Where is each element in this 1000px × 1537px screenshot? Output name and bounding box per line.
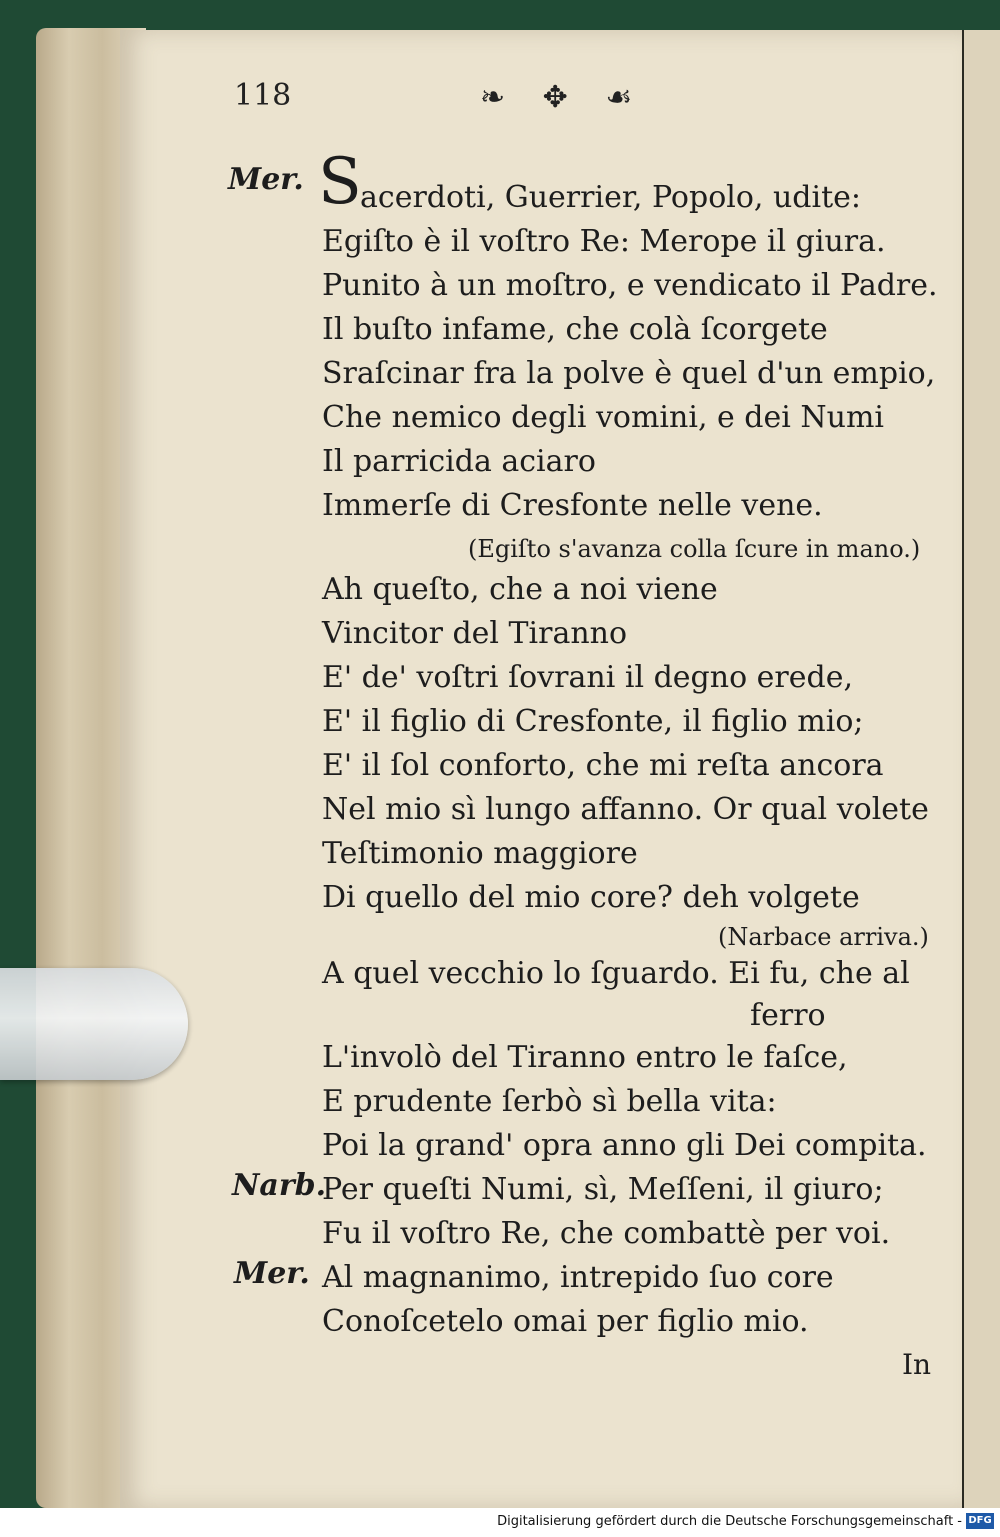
verse-line: Poi la grand' opra anno gli Dei compita. bbox=[322, 1128, 927, 1163]
verse-line: Al magnanimo, intrepido ſuo core bbox=[322, 1260, 834, 1295]
verse-line: Egiſto è il voſtro Re: Merope il giura. bbox=[322, 224, 886, 259]
catchword: In bbox=[902, 1348, 932, 1381]
verse-line: A quel vecchio lo ſguardo. Ei fu, che al bbox=[322, 956, 910, 991]
verse-line: Il buſto infame, che colà ſcorgete bbox=[322, 312, 828, 347]
page-number: 118 bbox=[234, 78, 292, 113]
verse-line: E' il figlio di Cresfonte, il figlio mio; bbox=[322, 704, 864, 739]
verse-line: E' il ſol conforto, che mi reſta ancora bbox=[322, 748, 884, 783]
verse-line: Per queſti Numi, sì, Meſſeni, il giuro; bbox=[322, 1172, 884, 1207]
verse-line: Immerſe di Cresfonte nelle vene. bbox=[322, 488, 823, 523]
speaker-merope: Mer. bbox=[234, 1256, 310, 1291]
verse-line: Conoſcetelo omai per figlio mio. bbox=[322, 1304, 809, 1339]
verse-line: Punito à un moſtro, e vendicato il Padre. bbox=[322, 268, 938, 303]
verse-line: Nel mio sì lungo affanno. Or qual volete bbox=[322, 792, 929, 827]
facing-page-edge bbox=[962, 30, 1000, 1508]
speaker-narbace: Narb. bbox=[232, 1168, 327, 1203]
verse-line: E' de' voſtri ſovrani il degno erede, bbox=[322, 660, 854, 695]
verse-line: Ah queſto, che a noi viene bbox=[322, 572, 718, 607]
verse-line: Vincitor del Tiranno bbox=[322, 616, 628, 651]
verse-line: Fu il voſtro Re, che combattè per voi. bbox=[322, 1216, 891, 1251]
header-ornament: ❧ ✥ ☙ bbox=[480, 80, 647, 115]
verse-line-continuation: ferro bbox=[750, 998, 826, 1033]
dfg-logo: DFG bbox=[966, 1513, 994, 1529]
verse-line: Teſtimonio maggiore bbox=[322, 836, 638, 871]
footer-credit: Digitalisierung gefördert durch die Deutsche Forschungsgemeinschaft - bbox=[497, 1514, 962, 1529]
verse-line: Il parricida aciaro bbox=[322, 444, 596, 479]
verse-line: L'involò del Tiranno entro le faſce, bbox=[322, 1040, 848, 1075]
drop-initial: S bbox=[318, 145, 362, 219]
verse-line: acerdoti, Guerrier, Popolo, udite: bbox=[360, 180, 862, 215]
verse-line: Che nemico degli vomini, e dei Numi bbox=[322, 400, 885, 435]
footer-bar bbox=[0, 1508, 1000, 1537]
speaker-merope: Mer. bbox=[228, 162, 304, 197]
stage-direction: (Egiſto s'avanza colla ſcure in mano.) bbox=[468, 535, 921, 563]
verse-line: Di quello del mio core? deh volgete bbox=[322, 880, 860, 915]
verse-line: E prudente ſerbò sì bella vita: bbox=[322, 1084, 777, 1119]
stage-direction: (Narbace arriva.) bbox=[718, 923, 929, 951]
verse-line: Sraſcinar fra la polve è quel d'un empio, bbox=[322, 356, 936, 391]
page-holder-clip bbox=[0, 968, 188, 1080]
